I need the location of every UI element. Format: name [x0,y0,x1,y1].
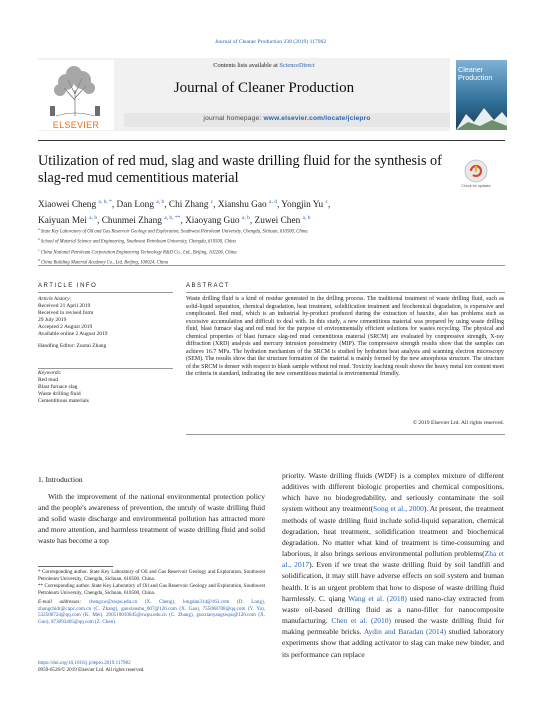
author-name: Chi Zhang [168,200,209,211]
author-name: Xiaoyang Guo [185,216,240,227]
doi-block [38,660,338,674]
author-list: Xiaowei Cheng $^{a, b, *}$, Dan Long $^{a, b}$, Chi Zhang $^c$, Xianshu Gao $^{a, d}$, Yongjin Yu $^c$, Kaiyuan Mei $^{a, b}$, Chunmei Zhang $^{a, b, **}$, Xiaoyang Guo $^{a, b}$, Zuwei Chen $^{a, b}$ [38,199,331,227]
history-item: 29 July 2019 [38,316,67,323]
footnotes [38,569,265,626]
keyword-item: Waste drilling fluid [38,390,81,397]
email-label: E-mail addresses: [38,598,82,605]
contents-line [124,62,404,69]
body-text: used nano-clay extracted from waste oil-based drilling fluid as a nano-filler for nanocomposite manufacturing. [282,593,504,626]
author-affiliation-marker[interactable]: c [325,199,328,205]
journal-citation[interactable]: Journal of Cleaner Production 238 (2019) 117902 [214,39,327,45]
author-name: Dan Long [116,200,154,211]
author-affiliation-marker[interactable]: a, b, ** [164,215,181,222]
homepage-url-link[interactable]: www.elsevier.com/locate/jclepro [263,115,371,122]
affiliation-item [38,226,498,236]
section-heading-introduction: 1. Introduction [38,475,83,484]
affiliations [38,226,498,267]
corresponding-author-footnote-1: * Corresponding author. State Key Laboratory of Oil and Gas Reservoir Geology and Exploration, Southwest Petroleum University, Chengdu, Sichuan, 610500, China. [38,569,265,582]
keyword-item: Cementitious materials [38,397,89,404]
affiliation-marker: c [38,247,40,252]
copyright-line: © 2019 Elsevier Ltd. All rights reserved. [412,420,504,426]
rights-line: 0959-6526/© 2019 Elsevier Ltd. All rights reserved. [38,667,145,673]
affiliation-item [38,247,498,257]
corresponding-author-footnote-2: ** Corresponding author. State Key Laboratory of Oil and Gas Reservoir Geology and Exploration, Southwest Petroleum University, Chengdu, Sichuan, 610500, China. [38,582,265,596]
article-info-heading: ARTICLE INFO [38,283,98,289]
body-text: reused the waste drilling fluid for making permeable bricks. [282,616,505,637]
journal-homepage-line [124,115,450,122]
right-column-text [282,470,504,660]
keyword-item: Red mud [38,376,59,383]
article-info-rule [38,292,173,293]
check-for-updates-label[interactable]: Check for updates [461,184,491,188]
author-affiliation-marker[interactable]: a, b [156,199,165,205]
email-addresses-link[interactable]: chengxw@swpu.edu.cn (X. Cheng), longdan314@163.com (D. Long), zhangchidr@cnpc.com.cn (C. Zhang), gaoxianshu_007@126.com (X. Gao), 755068708@qq.com (Y. Yu), 532506724@qq.com (K. Mei), 200510010045@swpu.edu.cn (C. Zhang), guoxiaoyangswpu@126.com (X. Guo), 873093405@qq.com (Z. Chen). [38,598,265,626]
history-item: Received 21 April 2019 [38,302,91,309]
cover-title-line1: Cleaner [458,65,484,74]
body-text: ). At present, the treatment methods of waste drilling fluid include solid-liquid separation, chemical degradation, heat treatment, solidification treatment and biochemical degradation. No matter what kind of treatment is time-consuming and laborious, it also brings serious environmental pollution problems( [282,504,504,559]
header-rule [38,140,505,141]
abstract-heading: ABSTRACT [186,283,231,289]
keywords [38,370,173,405]
reference-link[interactable]: Song et al., 2000 [373,504,424,514]
doi-link[interactable]: https://doi.org/10.1016/j.jclepro.2019.117902 [38,660,131,666]
reference-link[interactable]: Zha et al., 2017 [282,549,504,570]
affiliation-text: School of Material Science and Engineering, Southwest Petroleum University, Chengdu, 610500, China [40,239,236,245]
affiliation-text: China Building Material Academy Co., Ltd, Beijing, 100024, China [40,260,169,266]
cover-title-line2: Production [458,72,493,82]
author-affiliation-marker[interactable]: a, b [89,215,98,222]
author-affiliation-marker[interactable]: a, b [241,215,250,222]
history-item: Received in revised form [38,309,94,316]
intro-paragraph: With the improvement of the national environmental protection policy and the people's awareness of prevention, the unruly of waste drilling fluid and solid waste discharge and environmental pollution has attracted more and more attention, and harmless treatment of waste drilling fluid and solid waste has become a top [38,492,265,546]
author-name: Xianshu Gao [217,200,267,211]
author-affiliation-marker[interactable]: c [210,199,214,205]
author-name: Chunmei Zhang [101,216,162,227]
body-text: ). Even if we treat the waste drilling fluid by soil landfill and solidification, it may still have adverse effects on soil system and human health. It is an urgent problem that how to dispose of waste drilling fluid harmlessly. C. qiang [282,560,504,603]
sciencedirect-link[interactable]: ScienceDirect [279,62,315,69]
affiliation-text: China National Petroleum Corporation Engineering Technology R&D Co., Ltd., Beijing, 102206, China [40,250,237,256]
reference-link[interactable]: Chen et al. (2010) [331,616,391,626]
footnote-rule [38,566,113,567]
homepage-label: journal homepage: [203,115,264,122]
author-affiliation-marker[interactable]: a, b [302,215,311,222]
abstract-rule [186,292,505,293]
check-for-updates-icon[interactable] [462,158,490,194]
journal-cover-title [458,66,506,81]
cover-mountain-graphic [456,100,507,130]
author-affiliation-marker[interactable]: a, d [269,199,277,205]
author-name: Xiaowei Cheng [38,200,97,211]
affiliation-item [38,257,498,267]
reference-link[interactable]: Wang et al. (2018) [348,593,407,603]
authors-rule [38,265,505,266]
history-item: Accepted 2 August 2019 [38,323,93,330]
keyword-item: Blast furnace slag [38,383,78,390]
body-text: studied laboratory experiments show that adding activator to slag can make new binder, and its performance can replace [282,627,504,659]
article-title: Utilization of red mud, slag and waste drilling fluid for the synthesis of slag-red mud cementitious material [38,153,442,186]
abstract-text: Waste drilling fluid is a kind of residue generated in the drilling process. The traditional treatment of waste drilling fluid, such as solid-liquid separation, chemical degradation, heat treatment, solidification treatment and biochemical degradation, is expensive and complicated. Red mud, which is an industrial by-product produced during the extraction of bauxite, also has problems such as excessive accumulation and difficult to deal with. In this study, a new cementitious material was prepared by using waste drilling fluid, blast furnace slag and red mud for the purpose of environmentally efficient solutions for wastes recycling. The physical and chemical properties of blast furnace slag-red mud cementitious material (SRCM) are evaluated by compressive strength, X-ray diffraction (XRD) analysis and mercury intrusion porosimetry (MIP). The compressive strength results show that the samples can achieve 16.7 MPa. The hydration mechanism of the SRCM is studied by hydration heat analysis and scanning electron microscopy (SEM). The results show that the structure formation of the material is mainly formed by the new amorphous structure. The structure of the SRCM is denser with respect to blank sample without red mud. Toxicity leaching result shows the heavy metal ion content meet the criteria in standard, indicating the new cementitious material is environmental friendly. [186,296,504,378]
author-name: Kaiyuan Mei [38,216,87,227]
article-history [38,296,173,350]
handling-editor: Handling Editor: Zuotai Zhang [38,343,107,350]
history-item: Available online 2 August 2019 [38,330,108,337]
publisher-logo-text: ELSEVIER [52,120,100,130]
affiliation-text: State Key Laboratory of Oil and Gas Reservoir Geology and Exploration, Southwest Petroleum University, Chengdu, Sichuan, 610500, China [40,229,308,235]
keywords-label: Keywords: [38,370,62,376]
abstract-bottom-rule [186,434,505,435]
journal-title: Journal of Cleaner Production [173,80,355,96]
author-affiliation-marker[interactable]: a, b, * [98,199,112,205]
contents-prefix: Contents lists available at [213,62,280,69]
affiliation-item [38,236,498,246]
keywords-rule [38,368,173,369]
author-name: Yongjin Yu [281,200,324,211]
affiliation-marker: a [38,227,40,231]
reference-link[interactable]: Aydin and Baradan (2014) [363,627,446,637]
email-footnote [38,599,265,627]
affiliation-marker: d [38,258,40,263]
author-name: Zuwei Chen [254,216,301,227]
affiliation-marker: b [38,237,40,242]
body-text: priority. Waste drilling fluids (WDF) is a complex mixture of different additives with different biologic properties and chemical compositions, which have no biodegredability, and seriously contaminate the soil system without any treatment( [282,471,504,514]
history-label: Article history: [38,296,72,302]
